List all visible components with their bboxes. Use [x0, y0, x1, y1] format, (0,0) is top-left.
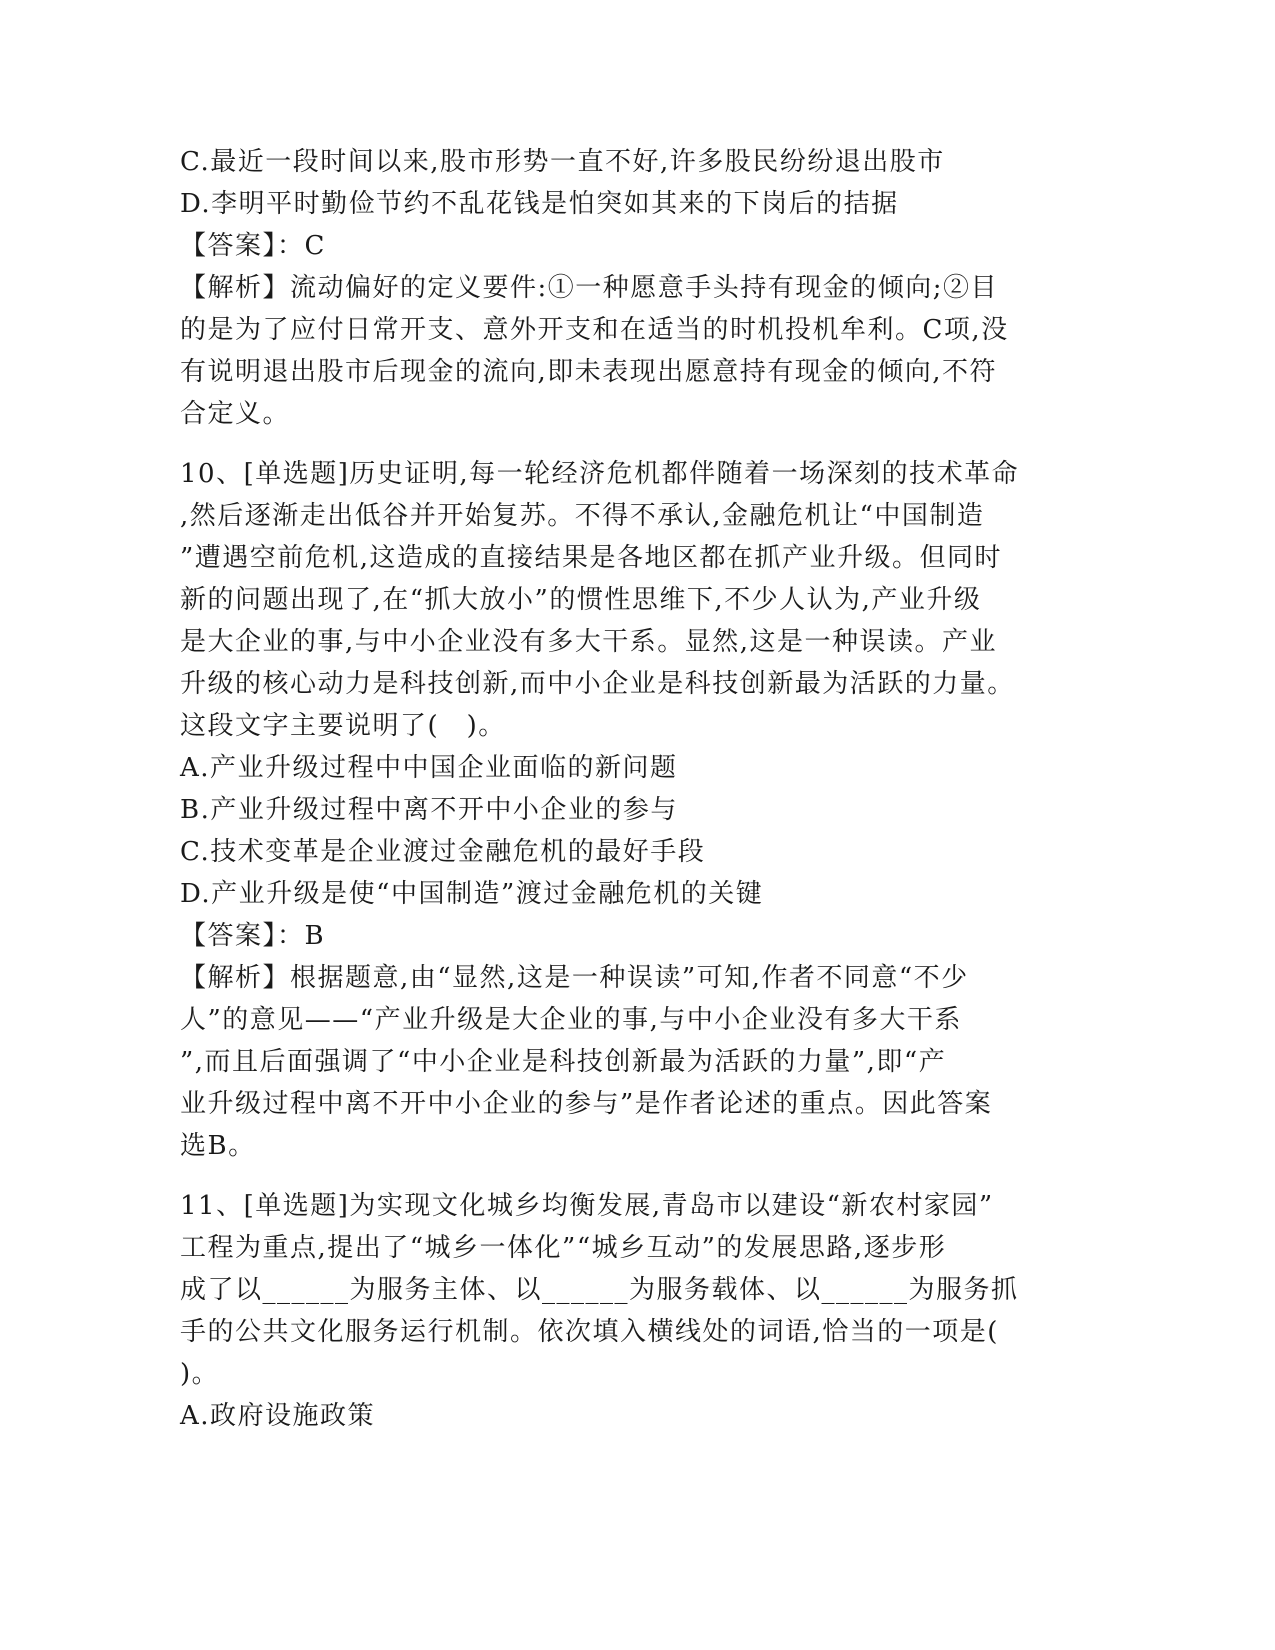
analysis-line: 【解析】流动偏好的定义要件:①一种愿意手头持有现金的倾向;②目: [180, 273, 999, 303]
question-stem-line: 11、[单选题]为实现文化城乡均衡发展,青岛市以建设“新农村家园”: [180, 1191, 994, 1221]
answer: 【答案】：C: [180, 231, 326, 261]
question-10: [180, 453, 1060, 1167]
analysis-line: 选B。: [180, 1131, 256, 1161]
question-11: [180, 1185, 1060, 1437]
question-stem-line: ”遭遇空前危机,这造成的直接结果是各地区都在抓产业升级。但同时: [180, 543, 1003, 573]
analysis-line: ”,而且后面强调了“中小企业是科技创新最为活跃的力量”,即“产: [180, 1047, 947, 1077]
option-a: A.产业升级过程中中国企业面临的新问题: [180, 753, 678, 783]
option-c: C.最近一段时间以来,股市形势一直不好,许多股民纷纷退出股市: [180, 147, 945, 177]
question-stem-line: 手的公共文化服务运行机制。依次填入横线处的词语,恰当的一项是(: [180, 1317, 999, 1347]
question-stem-line: 升级的核心动力是科技创新,而中小企业是科技创新最为活跃的力量。: [180, 669, 1015, 699]
analysis-line: 【解析】根据题意,由“显然,这是一种误读”可知,作者不同意“不少: [180, 963, 969, 993]
option-a: A.政府设施政策: [180, 1401, 376, 1431]
question-9-tail: [180, 141, 1060, 435]
option-c: C.技术变革是企业渡过金融危机的最好手段: [180, 837, 706, 867]
question-stem-line: ,然后逐渐走出低谷并开始复苏。不得不承认,金融危机让“中国制造: [180, 501, 985, 531]
question-stem-line: 10、[单选题]历史证明,每一轮经济危机都伴随着一场深刻的技术革命: [180, 459, 1020, 489]
question-stem-line: 新的问题出现了,在“抓大放小”的惯性思维下,不少人认为,产业升级: [180, 585, 982, 615]
analysis-line: 的是为了应付日常开支、意外开支和在适当的时机投机牟利。C项,没: [180, 315, 1009, 345]
option-d: D.产业升级是使“中国制造”渡过金融危机的关键: [180, 879, 764, 909]
analysis-line: 合定义。: [180, 399, 291, 429]
analysis-line: 有说明退出股市后现金的流向,即未表现出愿意持有现金的倾向,不符: [180, 357, 998, 387]
option-d: D.李明平时勤俭节约不乱花钱是怕突如其来的下岗后的拮据: [180, 189, 899, 219]
question-stem-line: 工程为重点,提出了“城乡一体化”“城乡互动”的发展思路,逐步形: [180, 1233, 947, 1263]
question-stem-line: 这段文字主要说明了( )。: [180, 711, 506, 741]
question-stem-line: 是大企业的事,与中小企业没有多大干系。显然,这是一种误读。产业: [180, 627, 998, 657]
document-page: [180, 141, 1060, 1437]
question-stem-line: )。: [180, 1359, 220, 1389]
question-stem-line: 成了以______为服务主体、以______为服务载体、以______为服务抓: [180, 1275, 1019, 1305]
option-b: B.产业升级过程中离不开中小企业的参与: [180, 795, 678, 825]
paragraph-gap: [180, 1167, 1060, 1185]
paragraph-gap: [180, 435, 1060, 453]
answer: 【答案】：B: [180, 921, 326, 951]
analysis-line: 人”的意见——“产业升级是大企业的事,与中小企业没有多大干系: [180, 1005, 962, 1035]
analysis-line: 业升级过程中离不开中小企业的参与”是作者论述的重点。因此答案: [180, 1089, 993, 1119]
